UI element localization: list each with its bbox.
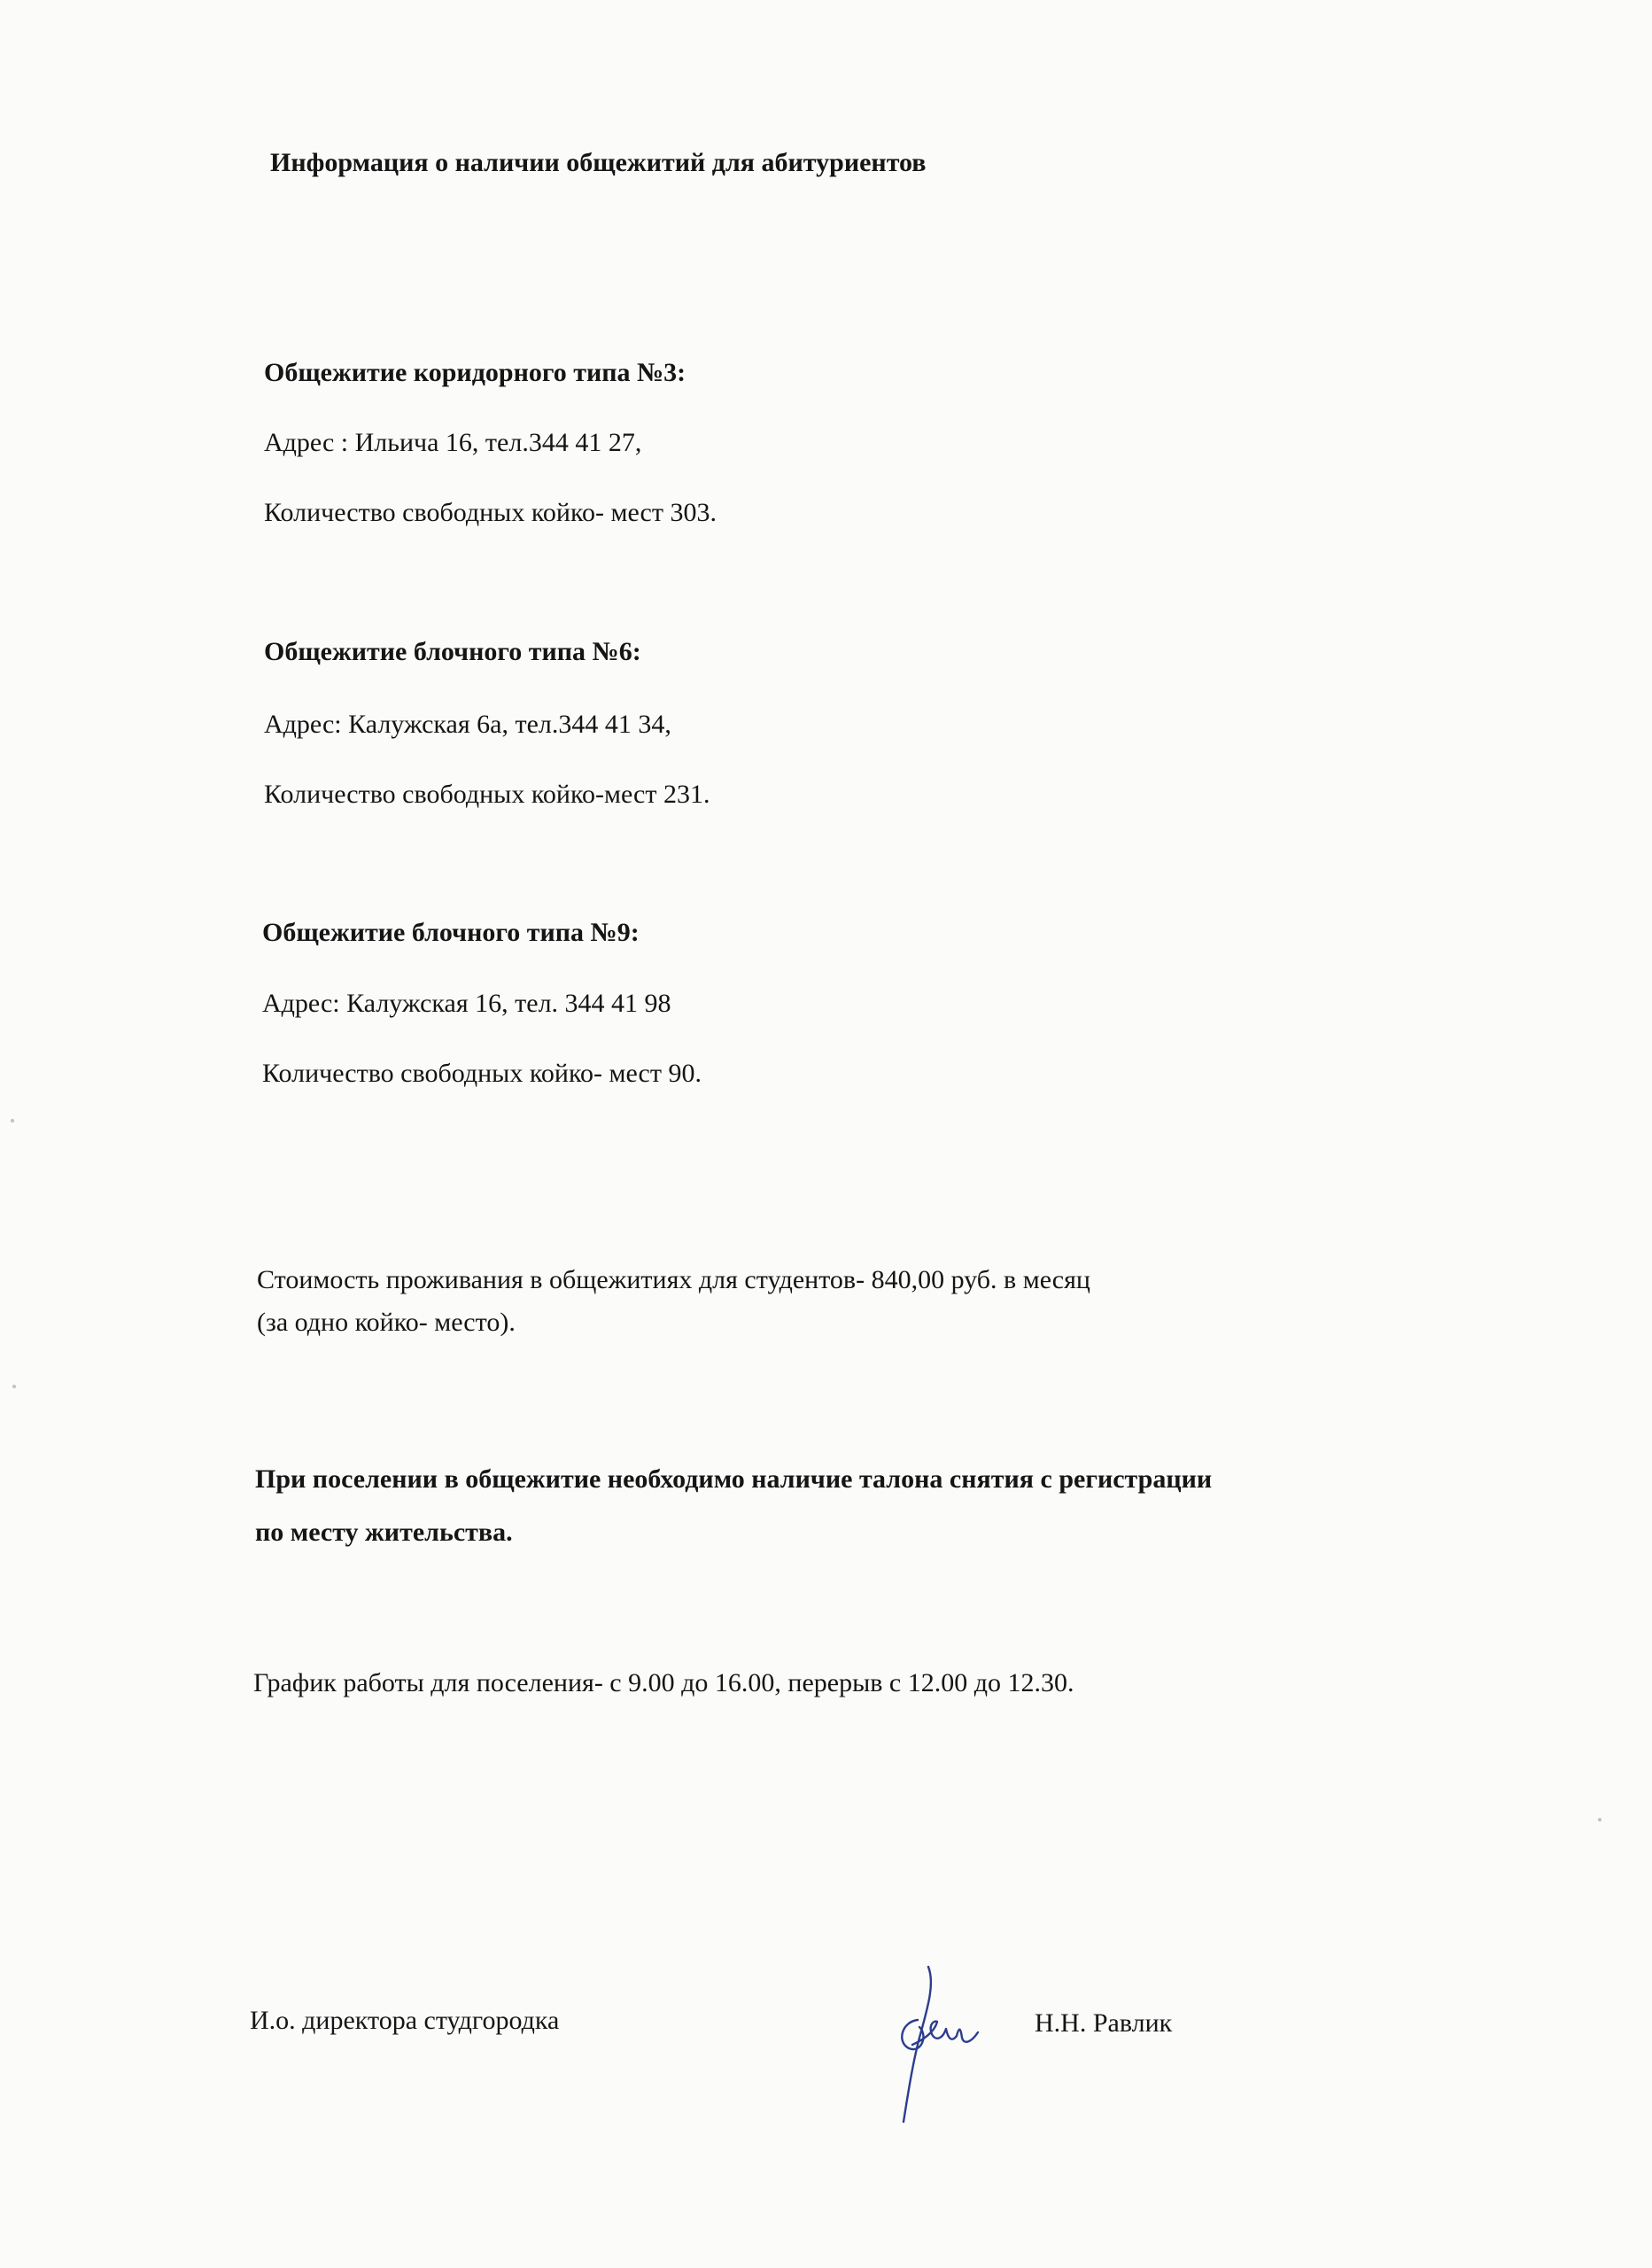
dormitory-address: Адрес: Калужская 16, тел. 344 41 98 [262,989,671,1018]
dormitory-heading: Общежитие блочного типа №9: [262,918,640,947]
scan-speck [12,1385,16,1388]
cost-note: (за одно койко- место). [257,1308,516,1337]
scan-speck [1598,1818,1602,1821]
schedule-line: График работы для поселения- с 9.00 до 16.00, перерыв с 12.00 до 12.30. [253,1668,1074,1697]
scan-speck [11,1119,14,1122]
cost-line: Стоимость проживания в общежитиях для студентов- 840,00 руб. в месяц [257,1265,1090,1294]
dormitory-address: Адрес: Калужская 6а, тел.344 41 34, [264,710,671,739]
requirement-line: При поселении в общежитие необходимо наличие талона снятия с регистрации [255,1464,1213,1494]
dormitory-free-places: Количество свободных койко- мест 90. [262,1059,702,1088]
page-title: Информация о наличии общежитий для абитуриентов [270,148,927,177]
dormitory-heading: Общежитие блочного типа №6: [264,637,641,666]
dormitory-address: Адрес : Ильича 16, тел.344 41 27, [264,428,642,457]
dormitory-heading: Общежитие коридорного типа №3: [264,358,686,387]
signoff-position: И.о. директора студгородка [250,2006,560,2035]
requirement-line: по месту жительства. [255,1518,513,1547]
dormitory-free-places: Количество свободных койко-мест 231. [264,780,710,809]
signoff-name: Н.Н. Равлик [1035,2008,1173,2038]
handwritten-signature-icon [893,1958,990,2135]
dormitory-free-places: Количество свободных койко- мест 303. [264,498,717,527]
